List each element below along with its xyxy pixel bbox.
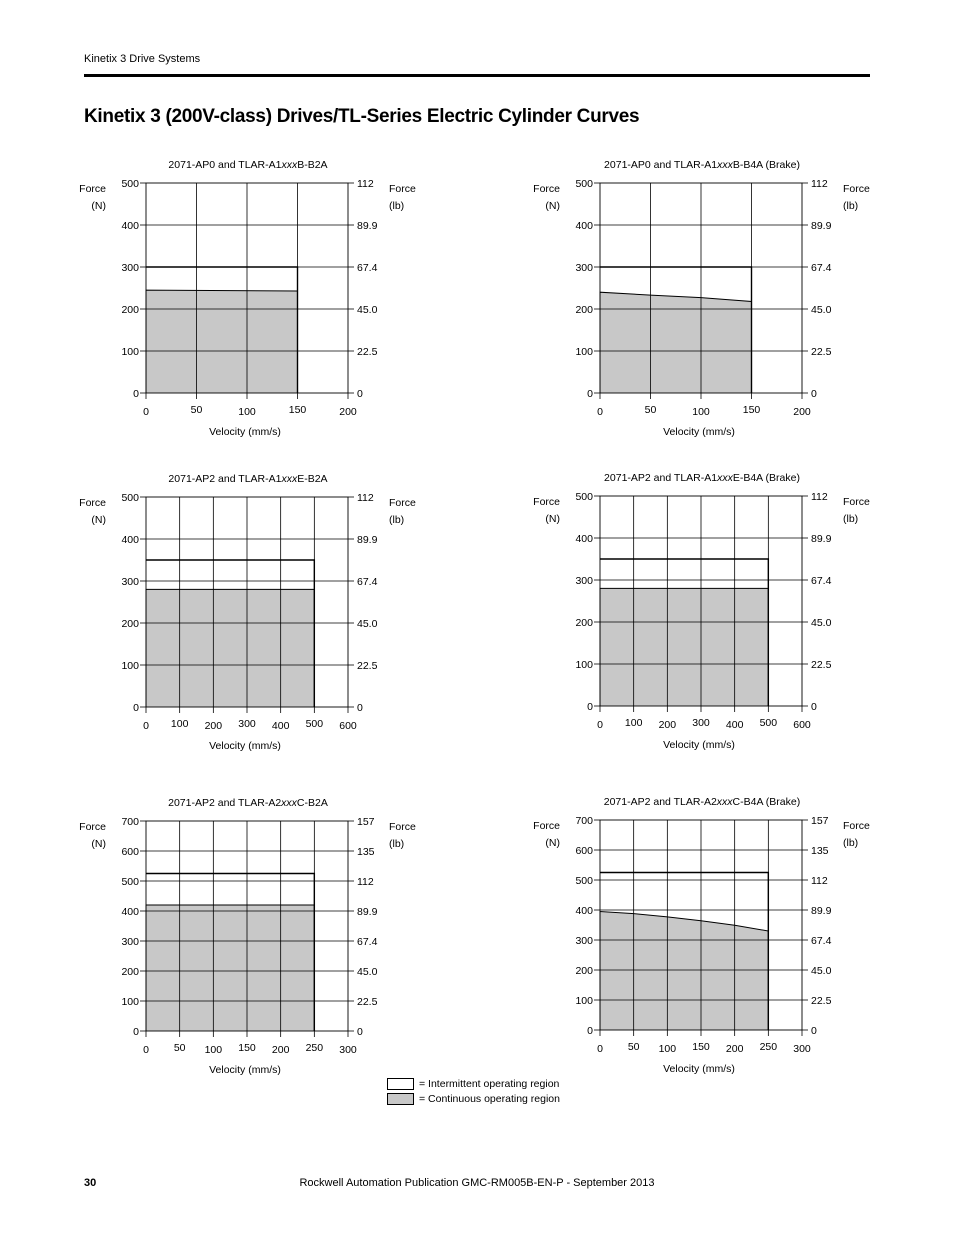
y-axis-label-line2: (N) [545, 513, 560, 525]
x-tick-label: 100 [658, 1043, 677, 1055]
chart-title-part: 2071-AP2 and TLAR-A1 [168, 473, 282, 485]
x-tick-label: 150 [742, 404, 761, 416]
x-tick-label: 150 [238, 1042, 256, 1054]
x-tick-label: 200 [271, 1044, 290, 1056]
chart-title [168, 797, 328, 809]
y-tick-label: 300 [121, 936, 139, 948]
chart-title-italic: xxx [717, 159, 733, 171]
x-tick-label: 600 [339, 720, 357, 732]
x-tick-label: 50 [173, 1042, 186, 1054]
y2-tick-label: 45.0 [357, 304, 378, 316]
y-tick-label: 500 [121, 492, 139, 504]
y-tick-label: 0 [587, 388, 593, 400]
y-tick-label: 400 [121, 220, 139, 232]
y-tick-label: 200 [121, 618, 139, 630]
x-tick-label: 200 [204, 720, 223, 732]
y2-tick-label: 157 [357, 816, 375, 828]
y-axis-label-line2: (N) [91, 514, 106, 526]
y2-tick-label: 0 [357, 702, 363, 714]
x-tick-label: 100 [204, 1044, 223, 1056]
y-tick-label: 500 [121, 178, 139, 190]
chart-title-part: E-B4A (Brake) [732, 472, 800, 484]
x-tick-label: 500 [305, 718, 324, 730]
y-tick-label: 100 [121, 346, 139, 358]
y2-tick-label: 112 [811, 178, 828, 190]
y-tick-label: 200 [575, 965, 593, 977]
y-axis-label-line1: Force [79, 821, 106, 833]
x-tick-label: 0 [597, 719, 603, 731]
y-tick-label: 100 [575, 995, 593, 1007]
y-tick-label: 100 [575, 346, 593, 358]
chart-title-italic: xxx [716, 796, 733, 808]
y-axis-label-line1: Force [79, 497, 106, 509]
y-tick-label: 0 [133, 702, 139, 714]
y2-axis-label-line1: Force [843, 183, 870, 195]
y2-tick-label: 0 [811, 1025, 817, 1037]
chart-title [604, 159, 800, 171]
x-axis-label: Velocity (mm/s) [209, 740, 281, 752]
y-axis-label-line1: Force [533, 496, 560, 508]
y2-tick-label: 89.9 [811, 533, 832, 545]
y2-tick-label: 0 [357, 1026, 363, 1038]
x-tick-label: 300 [339, 1044, 357, 1056]
chart-title-part: E-B2A [297, 473, 328, 485]
chart-title-part: 2071-AP2 and TLAR-A2 [603, 796, 717, 808]
y-tick-label: 0 [587, 701, 593, 713]
chart-ap2-a2c-b4a-brake [533, 787, 878, 1087]
chart-title-part: 2071-AP2 and TLAR-A2 [168, 797, 282, 809]
running-header: Kinetix 3 Drive Systems [84, 53, 201, 65]
y-axis-label-line1: Force [533, 183, 560, 195]
x-tick-label: 300 [238, 718, 256, 730]
chart-title-italic: xxx [717, 472, 733, 484]
x-tick-label: 200 [725, 1043, 744, 1055]
y2-tick-label: 22.5 [357, 346, 378, 358]
y2-tick-label: 89.9 [811, 905, 832, 917]
y-tick-label: 0 [133, 388, 139, 400]
y2-tick-label: 22.5 [357, 660, 378, 672]
legend-swatch-continuous [387, 1093, 414, 1105]
chart-title-part: B-B2A [297, 159, 328, 171]
y-tick-label: 400 [121, 534, 139, 546]
x-tick-label: 50 [627, 1041, 640, 1053]
y2-axis-label-line2: (lb) [843, 513, 859, 525]
x-axis-label: Velocity (mm/s) [209, 426, 281, 438]
y2-axis-label-line1: Force [389, 497, 416, 509]
y-tick-label: 400 [575, 533, 593, 545]
y2-tick-label: 22.5 [357, 996, 378, 1008]
continuous-region [600, 292, 752, 393]
y-tick-label: 700 [121, 816, 139, 828]
y2-tick-label: 67.4 [811, 262, 832, 274]
y2-axis-label-line2: (lb) [843, 200, 859, 212]
y-axis-label-line2: (N) [545, 837, 560, 849]
x-tick-label: 400 [725, 719, 744, 731]
y2-tick-label: 89.9 [357, 906, 378, 918]
x-tick-label: 600 [793, 719, 811, 731]
y-tick-label: 0 [133, 1026, 139, 1038]
y-tick-label: 300 [575, 575, 593, 587]
y-tick-label: 500 [575, 491, 593, 503]
y2-tick-label: 67.4 [357, 936, 378, 948]
y2-tick-label: 112 [811, 875, 828, 887]
x-tick-label: 250 [305, 1042, 324, 1054]
y2-tick-label: 89.9 [811, 220, 832, 232]
y2-tick-label: 89.9 [357, 534, 378, 546]
x-axis-label: Velocity (mm/s) [663, 1063, 735, 1075]
chart-ap2-a1e-b4a-brake [533, 463, 878, 763]
x-tick-label: 100 [238, 406, 256, 418]
x-tick-label: 500 [759, 717, 778, 729]
y-axis-label-line2: (N) [91, 200, 106, 212]
x-tick-label: 0 [143, 406, 149, 418]
y-tick-label: 400 [121, 906, 139, 918]
chart-title-italic: xxx [281, 159, 298, 171]
legend [387, 1076, 560, 1106]
x-tick-label: 0 [143, 720, 149, 732]
y2-tick-label: 0 [811, 388, 817, 400]
y-tick-label: 300 [121, 262, 139, 274]
y2-axis-label-line2: (lb) [389, 514, 405, 526]
continuous-region [600, 912, 768, 1031]
y2-axis-label-line1: Force [843, 820, 870, 832]
chart-title [168, 159, 327, 171]
x-tick-label: 200 [658, 719, 677, 731]
y2-axis-label-line1: Force [389, 821, 416, 833]
y2-tick-label: 22.5 [811, 346, 832, 358]
chart-title [604, 472, 800, 484]
legend-item-intermittent [387, 1076, 560, 1091]
x-tick-label: 300 [793, 1043, 811, 1055]
x-axis-label: Velocity (mm/s) [663, 739, 735, 751]
chart-title-part: 2071-AP0 and TLAR-A1 [604, 159, 718, 171]
y2-axis-label-line1: Force [389, 183, 416, 195]
x-tick-label: 0 [143, 1044, 149, 1056]
y2-tick-label: 45.0 [357, 618, 378, 630]
legend-item-continuous [387, 1091, 560, 1106]
x-tick-label: 100 [692, 406, 710, 418]
y-tick-label: 300 [575, 935, 593, 947]
x-axis-label: Velocity (mm/s) [663, 426, 735, 438]
x-axis-label: Velocity (mm/s) [209, 1064, 281, 1076]
legend-swatch-intermittent [387, 1078, 414, 1090]
y2-tick-label: 67.4 [357, 262, 378, 274]
y2-tick-label: 112 [811, 491, 828, 503]
x-tick-label: 300 [692, 717, 710, 729]
y-axis-label-line2: (N) [91, 838, 106, 850]
y-tick-label: 600 [121, 846, 139, 858]
header-rule [84, 74, 870, 77]
chart-title [604, 796, 800, 808]
chart-title-part: C-B4A (Brake) [732, 796, 801, 808]
y2-tick-label: 89.9 [357, 220, 378, 232]
y-tick-label: 0 [587, 1025, 593, 1037]
y-tick-label: 100 [121, 660, 139, 672]
y-tick-label: 200 [575, 304, 593, 316]
y-tick-label: 200 [575, 617, 593, 629]
chart-title [168, 473, 327, 485]
y2-tick-label: 135 [811, 845, 829, 857]
y-tick-label: 400 [575, 905, 593, 917]
y-axis-label-line1: Force [533, 820, 560, 832]
x-tick-label: 100 [624, 717, 643, 729]
x-tick-label: 0 [597, 1043, 603, 1055]
y2-tick-label: 112 [357, 492, 374, 504]
y-tick-label: 200 [121, 304, 139, 316]
y-tick-label: 200 [121, 966, 139, 978]
y-tick-label: 100 [575, 659, 593, 671]
y-tick-label: 400 [575, 220, 593, 232]
y2-axis-label-line2: (lb) [389, 838, 405, 850]
chart-ap0-a1b-b2a [79, 150, 424, 450]
x-tick-label: 150 [692, 1041, 710, 1053]
y-tick-label: 500 [121, 876, 139, 888]
page-title: Kinetix 3 (200V-class) Drives/TL-Series Electric Cylinder Curves [84, 106, 640, 127]
continuous-region [146, 589, 314, 707]
chart-ap2-a1e-b2a [79, 464, 424, 764]
y2-axis-label-line1: Force [843, 496, 870, 508]
y2-tick-label: 45.0 [811, 965, 832, 977]
y2-tick-label: 22.5 [811, 659, 832, 671]
x-tick-label: 200 [793, 406, 811, 418]
x-tick-label: 50 [644, 404, 657, 416]
page-number: 30 [84, 1177, 97, 1189]
y-axis-label-line2: (N) [545, 200, 560, 212]
y2-axis-label-line2: (lb) [389, 200, 405, 212]
y2-tick-label: 112 [357, 876, 374, 888]
y-tick-label: 500 [575, 178, 593, 190]
y2-tick-label: 45.0 [811, 617, 832, 629]
y2-tick-label: 67.4 [357, 576, 378, 588]
y2-tick-label: 157 [811, 815, 829, 827]
chart-title-italic: xxx [281, 797, 297, 809]
legend-label-continuous: = Continuous operating region [419, 1092, 560, 1105]
y2-tick-label: 135 [357, 846, 375, 858]
y2-tick-label: 67.4 [811, 935, 832, 947]
y2-tick-label: 0 [357, 388, 363, 400]
y2-tick-label: 45.0 [811, 304, 832, 316]
chart-title-part: B-B4A (Brake) [732, 159, 800, 171]
publication-info: Rockwell Automation Publication GMC-RM005B-EN-P - September 2013 [299, 1177, 655, 1189]
x-tick-label: 400 [271, 720, 290, 732]
y2-tick-label: 45.0 [357, 966, 378, 978]
y-axis-label-line1: Force [79, 183, 106, 195]
legend-label-intermittent: = Intermittent operating region [419, 1077, 560, 1090]
continuous-region [600, 588, 768, 706]
chart-title-part: 2071-AP0 and TLAR-A1 [168, 159, 282, 171]
continuous-region [146, 290, 298, 393]
x-tick-label: 200 [339, 406, 357, 418]
x-tick-label: 250 [759, 1041, 778, 1053]
chart-ap2-a2c-b2a [79, 788, 424, 1088]
continuous-region [146, 905, 314, 1031]
y2-tick-label: 67.4 [811, 575, 832, 587]
chart-title-part: C-B2A [296, 797, 328, 809]
x-tick-label: 0 [597, 406, 603, 418]
y-tick-label: 300 [575, 262, 593, 274]
y-tick-label: 700 [575, 815, 593, 827]
y2-tick-label: 22.5 [811, 995, 832, 1007]
y-tick-label: 500 [575, 875, 593, 887]
y-tick-label: 600 [575, 845, 593, 857]
x-tick-label: 100 [170, 718, 189, 730]
chart-title-part: 2071-AP2 and TLAR-A1 [604, 472, 718, 484]
y-tick-label: 300 [121, 576, 139, 588]
chart-title-italic: xxx [281, 473, 298, 485]
x-tick-label: 50 [190, 404, 203, 416]
chart-ap0-a1b-b4a-brake [533, 150, 878, 450]
x-tick-label: 150 [288, 404, 307, 416]
y-tick-label: 100 [121, 996, 139, 1008]
y2-tick-label: 112 [357, 178, 374, 190]
y2-tick-label: 0 [811, 701, 817, 713]
y2-axis-label-line2: (lb) [843, 837, 859, 849]
